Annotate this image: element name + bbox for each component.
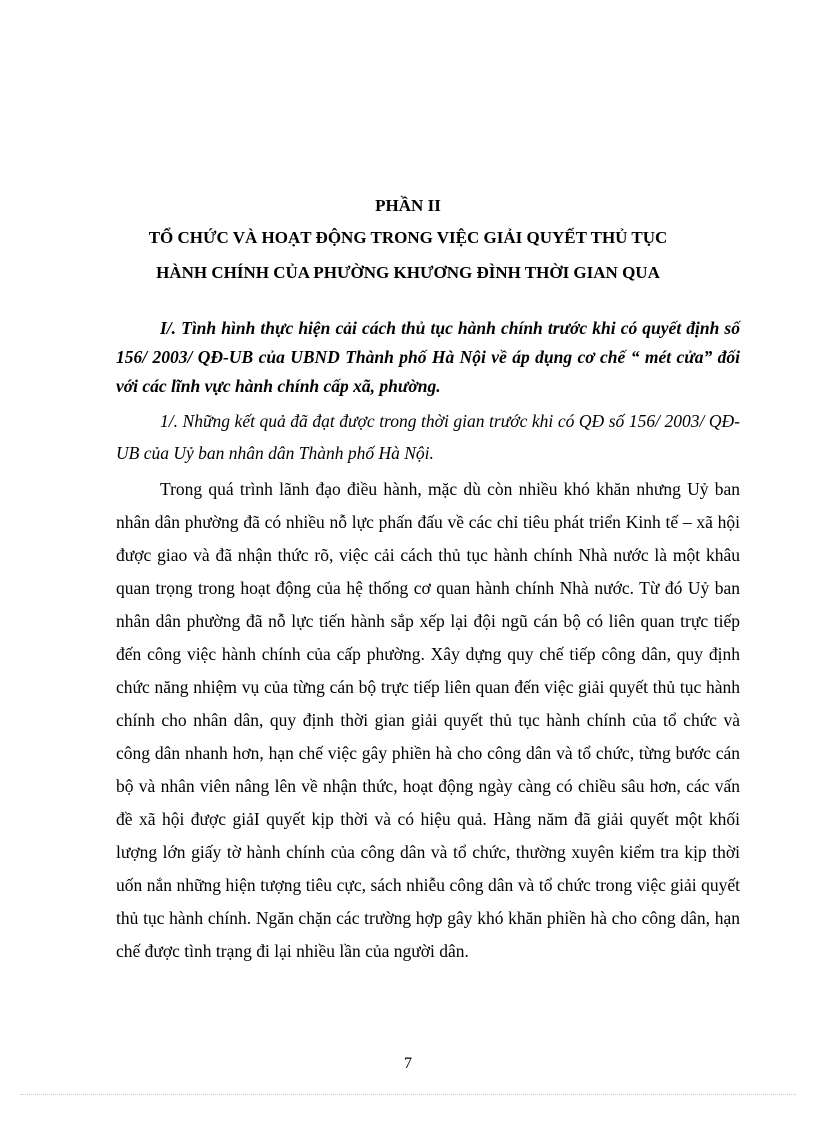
- part-title: PHẦN II: [375, 196, 441, 215]
- chapter-heading-line-2: HÀNH CHÍNH CỦA PHƯỜNG KHƯƠNG ĐÌNH THỜI GIAN QUA: [156, 263, 660, 282]
- page-number: 7: [404, 1055, 412, 1072]
- chapter-heading-line-1: TỔ CHỨC VÀ HOẠT ĐỘNG TRONG VIỆC GIẢI QUYẾT THỦ TỤC: [148, 228, 668, 247]
- body-paragraph: Trong quá trình lãnh đạo điều hành, mặc dù còn nhiều khó khăn nhưng Uỷ ban nhân dân phường đã có nhiều nỗ lực phấn đấu về các chỉ tiêu phát triển Kinh tế – xã hội được giao và đã nhận thức rõ, việc cải cách thủ tục hành chính Nhà nước là một khâu quan trọng trong hoạt động của hệ thống cơ quan hành chính Nhà nước. Từ đó Uỷ ban nhân dân phường đã nỗ lực tiến hành sắp xếp lại đội ngũ cán bộ có liên quan trực tiếp đến công việc hành chính của cấp phường. Xây dựng quy chế tiếp công dân, quy định chức năng nhiệm vụ của từng cán bộ trực tiếp liên quan đến việc giải quyết thủ tục hành chính cho nhân dân, quy định thời gian giải quyết thủ tục hành chính của tổ chức và công dân nhanh hơn, hạn chế việc gây phiền hà cho công dân và tổ chức, từng bước cán bộ và nhân viên nâng lên về nhận thức, hoạt động ngày càng có chiều sâu hơn, các vấn đề xã hội được giảI quyết kịp thời và có hiệu quả. Hàng năm đã giải quyết một khối lượng lớn giấy tờ hành chính của công dân và tổ chức, thường xuyên kiểm tra kịp thời uốn nắn những hiện tượng tiêu cực, sách nhiễu công dân và tổ chức trong việc giải quyết thủ tục hành chính. Ngăn chặn các trường hợp gây khó khăn phiền hà cho công dân, hạn chế được tình trạng đi lại nhiều lần của người dân.: [116, 479, 740, 961]
- section-heading: I/. Tình hình thực hiện cải cách thủ tục hành chính trước khi có quyết định số 156/ 2003/ QĐ-UB của UBND Thành phố Hà Nội về áp dụng cơ chế “ mét cửa” đối với các lĩnh vực hành chính cấp xã, phường.: [116, 318, 740, 396]
- footer-divider: [20, 1094, 796, 1095]
- subsection-heading: 1/. Những kết quả đã đạt được trong thời gian trước khi có QĐ số 156/ 2003/ QĐ- UB của Uỷ ban nhân dân Thành phố Hà Nội.: [116, 411, 740, 463]
